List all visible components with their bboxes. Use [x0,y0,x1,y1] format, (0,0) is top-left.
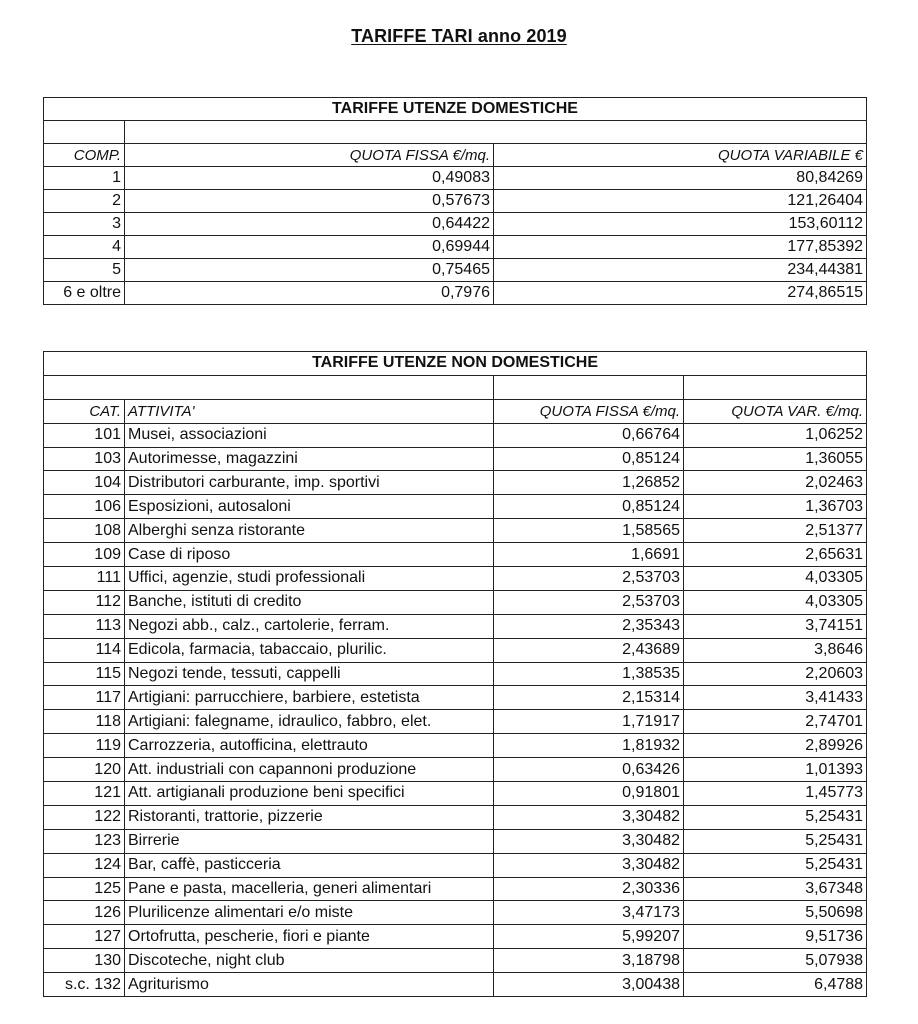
non-domestic-title-row [44,352,867,376]
attivita-cell: Carrozzeria, autofficina, elettrauto [125,734,494,758]
empty-cell [494,375,684,399]
quota-fissa-cell: 3,18798 [494,949,684,973]
quota-var-cell: 2,51377 [684,519,867,543]
quota-fissa-cell: 0,49083 [125,167,494,190]
quota-variabile-cell: 153,60112 [494,213,867,236]
quota-fissa-cell: 2,43689 [494,638,684,662]
attivita-cell: Musei, associazioni [125,423,494,447]
attivita-cell: Birrerie [125,829,494,853]
cat-cell: 118 [44,710,125,734]
cat-cell: 103 [44,447,125,471]
quota-var-cell: 2,02463 [684,471,867,495]
quota-fissa-cell: 2,53703 [494,590,684,614]
quota-var-cell: 5,50698 [684,901,867,925]
comp-cell: 3 [44,213,125,236]
table-row [44,590,867,614]
quota-fissa-cell: 2,30336 [494,877,684,901]
table-row [44,877,867,901]
table-row [44,282,867,305]
domestic-title-row [44,98,867,121]
quota-variabile-cell: 274,86515 [494,282,867,305]
attivita-cell: Att. industriali con capannoni produzione [125,758,494,782]
table-row [44,638,867,662]
quota-var-cell: 2,20603 [684,662,867,686]
cat-cell: 109 [44,543,125,567]
table-row [44,236,867,259]
domestic-header-row [44,144,867,167]
comp-cell: 4 [44,236,125,259]
comp-cell: 1 [44,167,125,190]
empty-cell [684,375,867,399]
quota-var-cell: 5,07938 [684,949,867,973]
empty-cell [125,121,867,144]
cat-cell: 127 [44,925,125,949]
quota-var-cell: 3,41433 [684,686,867,710]
table-row [44,662,867,686]
table-row [44,686,867,710]
table-row [44,805,867,829]
cat-cell: 126 [44,901,125,925]
quota-variabile-cell: 121,26404 [494,190,867,213]
empty-cell [44,375,494,399]
attivita-cell: Negozi abb., calz., cartolerie, ferram. [125,614,494,638]
cat-cell: s.c. 132 [44,973,125,997]
non-domestic-header-row [44,399,867,423]
attivita-cell: Pane e pasta, macelleria, generi alimentari [125,877,494,901]
cat-cell: 112 [44,590,125,614]
quota-fissa-cell: 0,66764 [494,423,684,447]
quota-fissa-cell: 0,91801 [494,782,684,806]
quota-var-cell: 3,8646 [684,638,867,662]
table-row [44,259,867,282]
quota-var-cell: 4,03305 [684,567,867,591]
attivita-cell: Banche, istituti di credito [125,590,494,614]
table-row [44,471,867,495]
cat-cell: 115 [44,662,125,686]
quota-var-cell: 2,89926 [684,734,867,758]
cat-cell: 108 [44,519,125,543]
document-title: TARIFFE TARI anno 2019 [351,26,567,46]
cat-cell: 114 [44,638,125,662]
table-row [44,190,867,213]
quota-fissa-cell: 3,00438 [494,973,684,997]
domestic-tariffs-table [43,97,867,305]
cat-cell: 130 [44,949,125,973]
attivita-cell: Alberghi senza ristorante [125,519,494,543]
quota-var-cell: 1,36055 [684,447,867,471]
quota-fissa-cell: 1,58565 [494,519,684,543]
header-cat: CAT. [44,399,125,423]
non-domestic-tariffs-table [43,351,867,997]
quota-fissa-cell: 2,35343 [494,614,684,638]
comp-cell: 6 e oltre [44,282,125,305]
quota-var-cell: 1,45773 [684,782,867,806]
quota-fissa-cell: 1,26852 [494,471,684,495]
quota-var-cell: 6,4788 [684,973,867,997]
non-domestic-spacer-row [44,375,867,399]
table-row [44,423,867,447]
table-row [44,758,867,782]
quota-fissa-cell: 5,99207 [494,925,684,949]
quota-variabile-cell: 80,84269 [494,167,867,190]
header-attivita: ATTIVITA' [125,399,494,423]
comp-cell: 5 [44,259,125,282]
cat-cell: 121 [44,782,125,806]
cat-cell: 119 [44,734,125,758]
quota-fissa-cell: 1,6691 [494,543,684,567]
quota-fissa-cell: 3,30482 [494,853,684,877]
quota-fissa-cell: 1,81932 [494,734,684,758]
quota-fissa-cell: 1,38535 [494,662,684,686]
table-row [44,925,867,949]
table-row [44,614,867,638]
quota-fissa-cell: 0,64422 [125,213,494,236]
quota-var-cell: 3,67348 [684,877,867,901]
quota-fissa-cell: 0,75465 [125,259,494,282]
table-row [44,901,867,925]
quota-var-cell: 1,36703 [684,495,867,519]
attivita-cell: Discoteche, night club [125,949,494,973]
table-row [44,567,867,591]
attivita-cell: Distributori carburante, imp. sportivi [125,471,494,495]
table-row [44,213,867,236]
header-quota-fissa: QUOTA FISSA €/mq. [494,399,684,423]
attivita-cell: Ortofrutta, pescherie, fiori e piante [125,925,494,949]
attivita-cell: Artigiani: parrucchiere, barbiere, estetista [125,686,494,710]
table-row [44,853,867,877]
quota-fissa-cell: 2,53703 [494,567,684,591]
quota-fissa-cell: 1,71917 [494,710,684,734]
quota-fissa-cell: 0,57673 [125,190,494,213]
header-comp: COMP. [44,144,125,167]
attivita-cell: Artigiani: falegname, idraulico, fabbro, elet. [125,710,494,734]
attivita-cell: Case di riposo [125,543,494,567]
non-domestic-section-title: TARIFFE UTENZE NON DOMESTICHE [44,352,867,376]
domestic-spacer-row [44,121,867,144]
cat-cell: 117 [44,686,125,710]
cat-cell: 111 [44,567,125,591]
quota-fissa-cell: 3,47173 [494,901,684,925]
header-quota-var: QUOTA VAR. €/mq. [684,399,867,423]
attivita-cell: Negozi tende, tessuti, cappelli [125,662,494,686]
attivita-cell: Esposizioni, autosaloni [125,495,494,519]
quota-fissa-cell: 3,30482 [494,829,684,853]
comp-cell: 2 [44,190,125,213]
cat-cell: 125 [44,877,125,901]
table-row [44,734,867,758]
attivita-cell: Autorimesse, magazzini [125,447,494,471]
attivita-cell: Plurilicenze alimentari e/o miste [125,901,494,925]
table-row [44,782,867,806]
quota-var-cell: 2,65631 [684,543,867,567]
quota-var-cell: 5,25431 [684,805,867,829]
quota-var-cell: 2,74701 [684,710,867,734]
quota-fissa-cell: 0,85124 [494,447,684,471]
table-row [44,495,867,519]
quota-var-cell: 5,25431 [684,853,867,877]
attivita-cell: Agriturismo [125,973,494,997]
domestic-section-title: TARIFFE UTENZE DOMESTICHE [44,98,867,121]
cat-cell: 113 [44,614,125,638]
table-row [44,949,867,973]
quota-variabile-cell: 234,44381 [494,259,867,282]
quota-var-cell: 9,51736 [684,925,867,949]
table-row [44,543,867,567]
table-row [44,447,867,471]
quota-var-cell: 1,01393 [684,758,867,782]
quota-fissa-cell: 0,63426 [494,758,684,782]
quota-var-cell: 3,74151 [684,614,867,638]
attivita-cell: Ristoranti, trattorie, pizzerie [125,805,494,829]
quota-fissa-cell: 2,15314 [494,686,684,710]
quota-var-cell: 1,06252 [684,423,867,447]
table-row [44,710,867,734]
cat-cell: 120 [44,758,125,782]
quota-variabile-cell: 177,85392 [494,236,867,259]
cat-cell: 123 [44,829,125,853]
table-row [44,829,867,853]
table-row [44,519,867,543]
quota-var-cell: 4,03305 [684,590,867,614]
empty-cell [44,121,125,144]
quota-var-cell: 5,25431 [684,829,867,853]
header-quota-variabile: QUOTA VARIABILE € [494,144,867,167]
quota-fissa-cell: 0,85124 [494,495,684,519]
quota-fissa-cell: 3,30482 [494,805,684,829]
cat-cell: 124 [44,853,125,877]
attivita-cell: Bar, caffè, pasticceria [125,853,494,877]
attivita-cell: Uffici, agenzie, studi professionali [125,567,494,591]
cat-cell: 101 [44,423,125,447]
cat-cell: 106 [44,495,125,519]
quota-fissa-cell: 0,69944 [125,236,494,259]
attivita-cell: Edicola, farmacia, tabaccaio, plurilic. [125,638,494,662]
cat-cell: 122 [44,805,125,829]
header-quota-fissa: QUOTA FISSA €/mq. [125,144,494,167]
quota-fissa-cell: 0,7976 [125,282,494,305]
table-row [44,973,867,997]
attivita-cell: Att. artigianali produzione beni specifici [125,782,494,806]
table-row [44,167,867,190]
cat-cell: 104 [44,471,125,495]
